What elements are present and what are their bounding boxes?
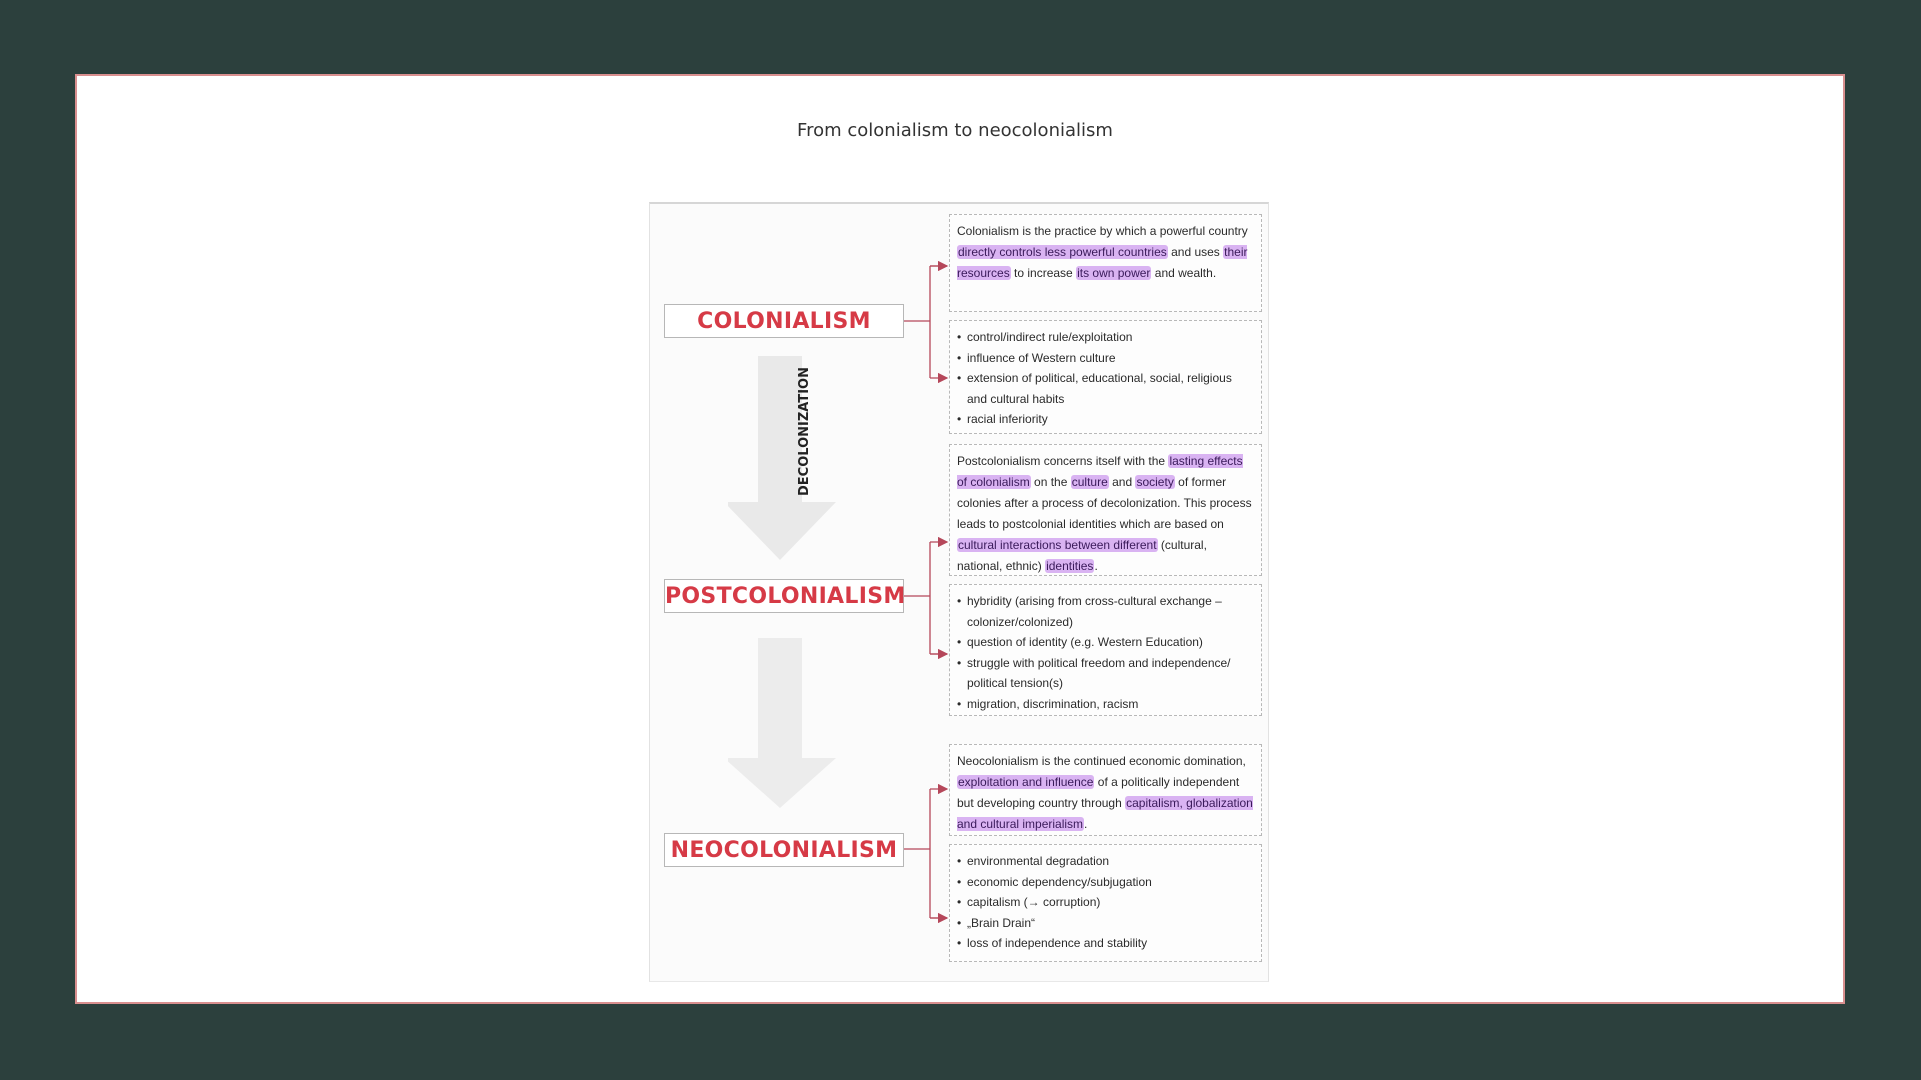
highlight: directly controls less powerful countries — [958, 245, 1167, 259]
concept-neocolonialism: NEOCOLONIALISM — [664, 833, 904, 867]
list-item: • migration, discrimination, racism — [957, 694, 1255, 715]
list-item: • loss of independence and stability — [957, 933, 1255, 954]
list-item: • extension of political, educational, social, religious and cultural habits — [957, 368, 1255, 409]
highlight: culture — [1071, 475, 1108, 489]
highlight: cultural interactions between different — [958, 538, 1157, 552]
slide-title: From colonialism to neocolonialism — [797, 120, 1113, 141]
highlight: society — [1136, 475, 1174, 489]
list-item: • capitalism (→ corruption) — [957, 892, 1255, 913]
neocolonialism-points-box — [949, 844, 1262, 962]
postcolonialism-points-box — [949, 584, 1262, 716]
list-item: • racial inferiority — [957, 409, 1255, 430]
highlight: lasting effects of colonialism — [957, 454, 1243, 489]
postcolonialism-definition-box: Postcolonialism concerns itself with the lasting effects of colonialism on the culture and society of former colonies after a process of decolonization. This process leads to postcolonial identities which are based on cultural interactions between different (cultural, national, ethnic) identities. — [949, 444, 1262, 576]
colonialism-connector — [904, 266, 947, 378]
highlight: its own power — [1077, 266, 1151, 280]
list-item: • influence of Western culture — [957, 348, 1255, 369]
neocolonialism-definition-box: Neocolonialism is the continued economic domination, exploitation and influence of a politically independent but developing country through capitalism, globalization and cultural imperialism. — [949, 744, 1262, 836]
highlight: their resources — [957, 245, 1248, 280]
concept-colonialism: COLONIALISM — [664, 304, 904, 338]
list-item: • control/indirect rule/exploitation — [957, 327, 1255, 348]
list-item: • hybridity (arising from cross-cultural exchange – colonizer/colonized) — [957, 591, 1255, 632]
slide — [75, 74, 1845, 1004]
neocolonialism-connector — [904, 789, 947, 918]
postcolonialism-connector — [904, 542, 947, 654]
diagram-page — [649, 202, 1269, 982]
decolonization-arrow — [728, 356, 838, 561]
list-item: • economic dependency/subjugation — [957, 872, 1255, 893]
list-item: • question of identity (e.g. Western Education) — [957, 632, 1255, 653]
highlight: exploitation and influence — [958, 775, 1094, 789]
highlight: identities — [1046, 559, 1094, 573]
concept-postcolonialism: POSTCOLONIALISM — [664, 579, 904, 613]
list-item: • struggle with political freedom and independence/ political tension(s) — [957, 653, 1255, 694]
decolonization-label: DECOLONIZATION — [796, 367, 812, 496]
list-item: • „Brain Drain“ — [957, 913, 1255, 934]
colonialism-points-box — [949, 320, 1262, 434]
highlight: capitalism, globalization and cultural imperialism — [957, 796, 1253, 831]
transition-arrow — [728, 638, 838, 810]
list-item: • environmental degradation — [957, 851, 1255, 872]
colonialism-definition-box: Colonialism is the practice by which a powerful country directly controls less powerful countries and uses their resources to increase its own power and wealth. — [949, 214, 1262, 312]
